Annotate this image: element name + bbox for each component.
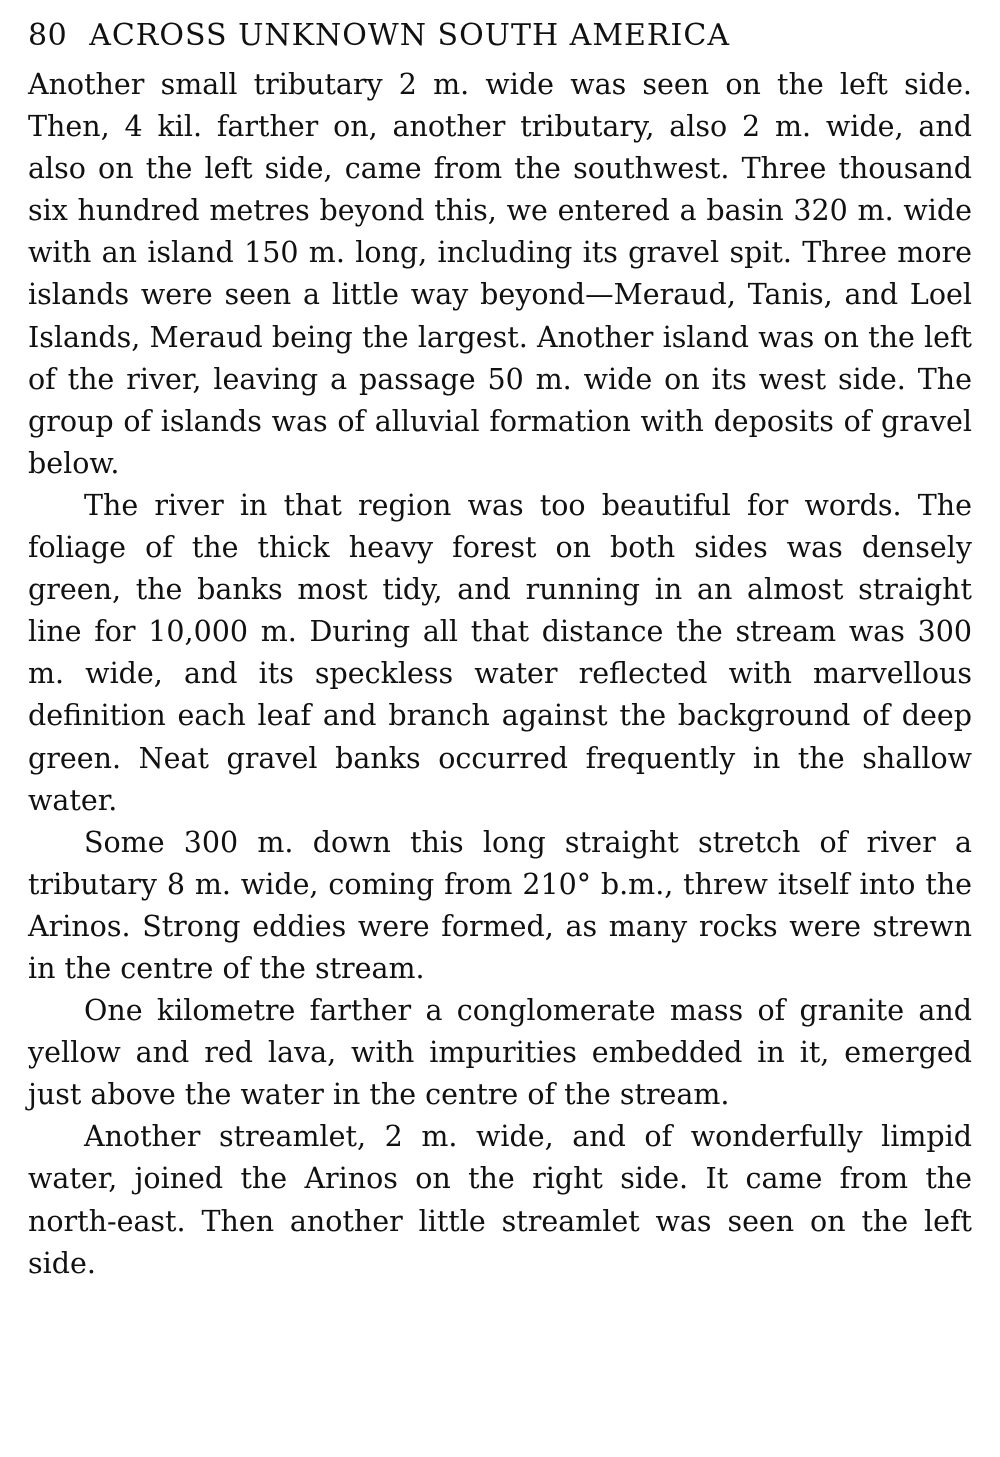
body-text bbox=[28, 64, 972, 1285]
running-title: ACROSS UNKNOWN SOUTH AMERICA bbox=[89, 18, 730, 53]
paragraph-5: Another streamlet, 2 m. wide, and of wonderfully limpid water, joined the Arinos on the right side. It came from the north-east. Then another little streamlet was seen on the left side. bbox=[28, 1120, 972, 1280]
paragraph-3: Some 300 m. down this long straight stretch of river a tributary 8 m. wide, coming from 210° b.m., threw itself into the Arinos. Strong eddies were formed, as many rocks were strewn in the centre of the stream. bbox=[28, 825, 972, 985]
paragraph-4: One kilometre farther a conglomerate mass of granite and yellow and red lava, with impurities embedded in it, emerged just above the water in the centre of the stream. bbox=[28, 994, 972, 1112]
running-head bbox=[28, 14, 972, 64]
page-number: 80 bbox=[28, 18, 68, 53]
paragraph-2: The river in that region was too beautiful for words. The foliage of the thick heavy forest on both sides was densely green, the banks most tidy, and running in an almost straight line for 10,000 m. During all that distance the stream was 300 m. wide, and its speckless water reflected with marvellous definition each leaf and branch against the background of deep green. Neat gravel banks occurred frequently in the shallow water. bbox=[28, 488, 972, 817]
book-page bbox=[28, 14, 972, 1285]
paragraph-1: Another small tributary 2 m. wide was seen on the left side. Then, 4 kil. farther on, another tributary, also 2 m. wide, and also on the left side, came from the southwest. Three thousand six hundred metres beyond this, we entered a basin 320 m. wide with an island 150 m. long, including its gravel spit. Three more islands were seen a little way beyond—Meraud, Tanis, and Loel Islands, Meraud being the largest. Another island was on the left of the river, leaving a passage 50 m. wide on its west side. The group of islands was of alluvial formation with deposits of gravel below. bbox=[28, 68, 972, 480]
